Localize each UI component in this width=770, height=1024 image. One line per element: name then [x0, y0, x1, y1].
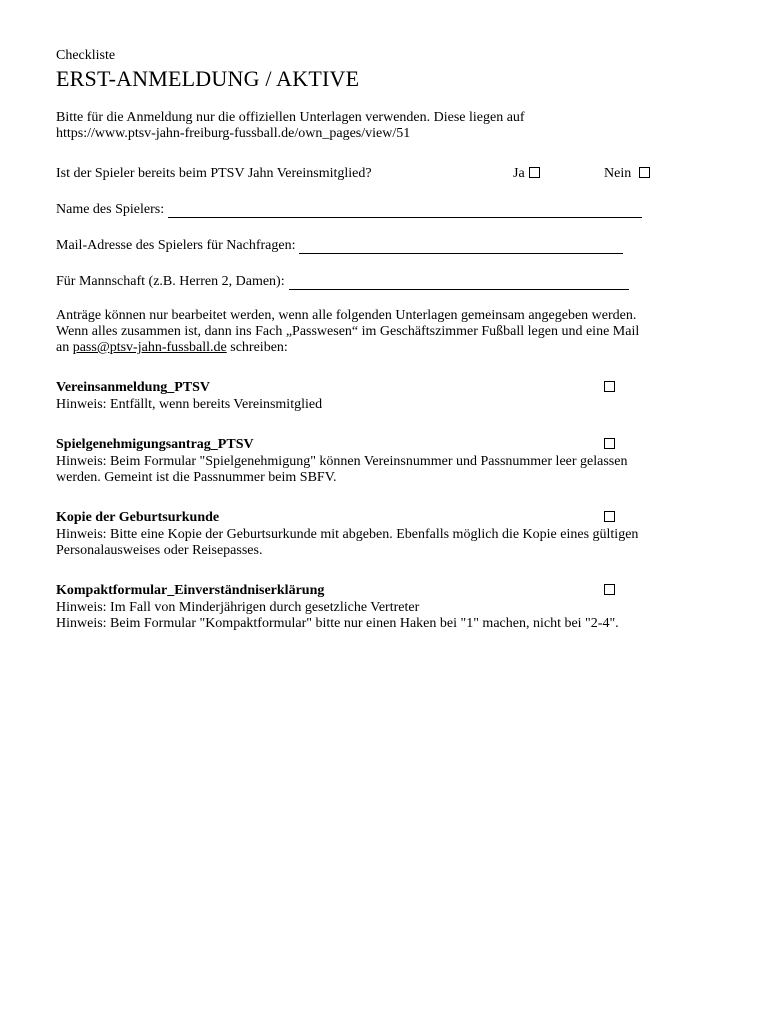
note-line	[56, 340, 716, 356]
document-subtitle: Checkliste	[56, 48, 116, 63]
checklist-item-hint: Personalausweises oder Reisepasses.	[56, 543, 263, 558]
intro-url: https://www.ptsv-jahn-freiburg-fussball.de/own_pages/view/51	[56, 126, 411, 141]
checklist-item-hint: Hinweis: Im Fall von Minderjährigen durch gesetzliche Vertreter	[56, 600, 420, 615]
checklist-item-kompaktformular	[56, 582, 716, 632]
team-label: Für Mannschaft (z.B. Herren 2, Damen):	[56, 274, 285, 289]
checklist-item-hint: werden. Gemeint ist die Passnummer beim SBFV.	[56, 470, 337, 485]
checklist-item-vereinsanmeldung	[56, 379, 716, 413]
intro-line: Bitte für die Anmeldung nur die offiziellen Unterlagen verwenden. Diese liegen auf	[56, 110, 525, 125]
note-line: Anträge können nur bearbeitet werden, wenn alle folgenden Unterlagen gemeinsam angegeben werden.	[56, 308, 637, 323]
checklist-item-hint: Hinweis: Beim Formular "Spielgenehmigung" können Vereinsnummer und Passnummer leer gelassen	[56, 454, 628, 469]
checklist-item-checkbox[interactable]	[604, 438, 615, 449]
player-mail-field	[56, 238, 716, 254]
checklist-item-spielgenehmigung	[56, 436, 716, 486]
note-line: Wenn alles zusammen ist, dann ins Fach „Passwesen“ im Geschäftszimmer Fußball legen und eine Mail	[56, 324, 640, 339]
player-name-line[interactable]	[168, 205, 642, 218]
note-suffix: schreiben:	[226, 340, 288, 355]
membership-question-row	[56, 166, 716, 182]
note-prefix: an	[56, 340, 73, 355]
checklist-item-title: Kopie der Geburtsurkunde	[56, 510, 220, 525]
checklist-item-title: Spielgenehmigungsantrag_PTSV	[56, 437, 254, 452]
team-field	[56, 274, 716, 290]
document-title: ERST-ANMELDUNG / AKTIVE	[56, 66, 360, 91]
team-line[interactable]	[289, 277, 629, 290]
membership-yes-option	[513, 166, 540, 182]
checklist-item-checkbox[interactable]	[604, 584, 615, 595]
submission-note	[56, 308, 716, 356]
membership-question: Ist der Spieler bereits beim PTSV Jahn Vereinsmitglied?	[56, 166, 372, 181]
player-mail-line[interactable]	[299, 241, 623, 254]
checklist-item-title: Kompaktformular_Einverständniserklärung	[56, 583, 325, 598]
checklist-item-geburtsurkunde	[56, 509, 716, 559]
membership-yes-label: Ja	[513, 166, 525, 181]
membership-no-label: Nein	[604, 166, 632, 181]
intro-text	[56, 110, 716, 142]
document-page	[56, 48, 716, 632]
checklist-item-checkbox[interactable]	[604, 381, 615, 392]
membership-no-checkbox[interactable]	[639, 167, 650, 178]
player-name-label: Name des Spielers:	[56, 202, 165, 217]
membership-no-option	[604, 166, 650, 182]
checklist-item-hint: Hinweis: Entfällt, wenn bereits Vereinsmitglied	[56, 397, 323, 412]
checklist-item-hint: Hinweis: Bitte eine Kopie der Geburtsurkunde mit abgeben. Ebenfalls möglich die Kopie eines gültigen	[56, 527, 639, 542]
player-name-field	[56, 202, 716, 218]
player-mail-label: Mail-Adresse des Spielers für Nachfragen:	[56, 238, 296, 253]
membership-yes-checkbox[interactable]	[529, 167, 540, 178]
checklist-item-hint: Hinweis: Beim Formular "Kompaktformular" bitte nur einen Haken bei "1" machen, nicht bei "2-4".	[56, 616, 619, 631]
checklist-item-checkbox[interactable]	[604, 511, 615, 522]
checklist-item-title: Vereinsanmeldung_PTSV	[56, 380, 211, 395]
contact-email-link[interactable]: pass@ptsv-jahn-fussball.de	[72, 340, 227, 355]
